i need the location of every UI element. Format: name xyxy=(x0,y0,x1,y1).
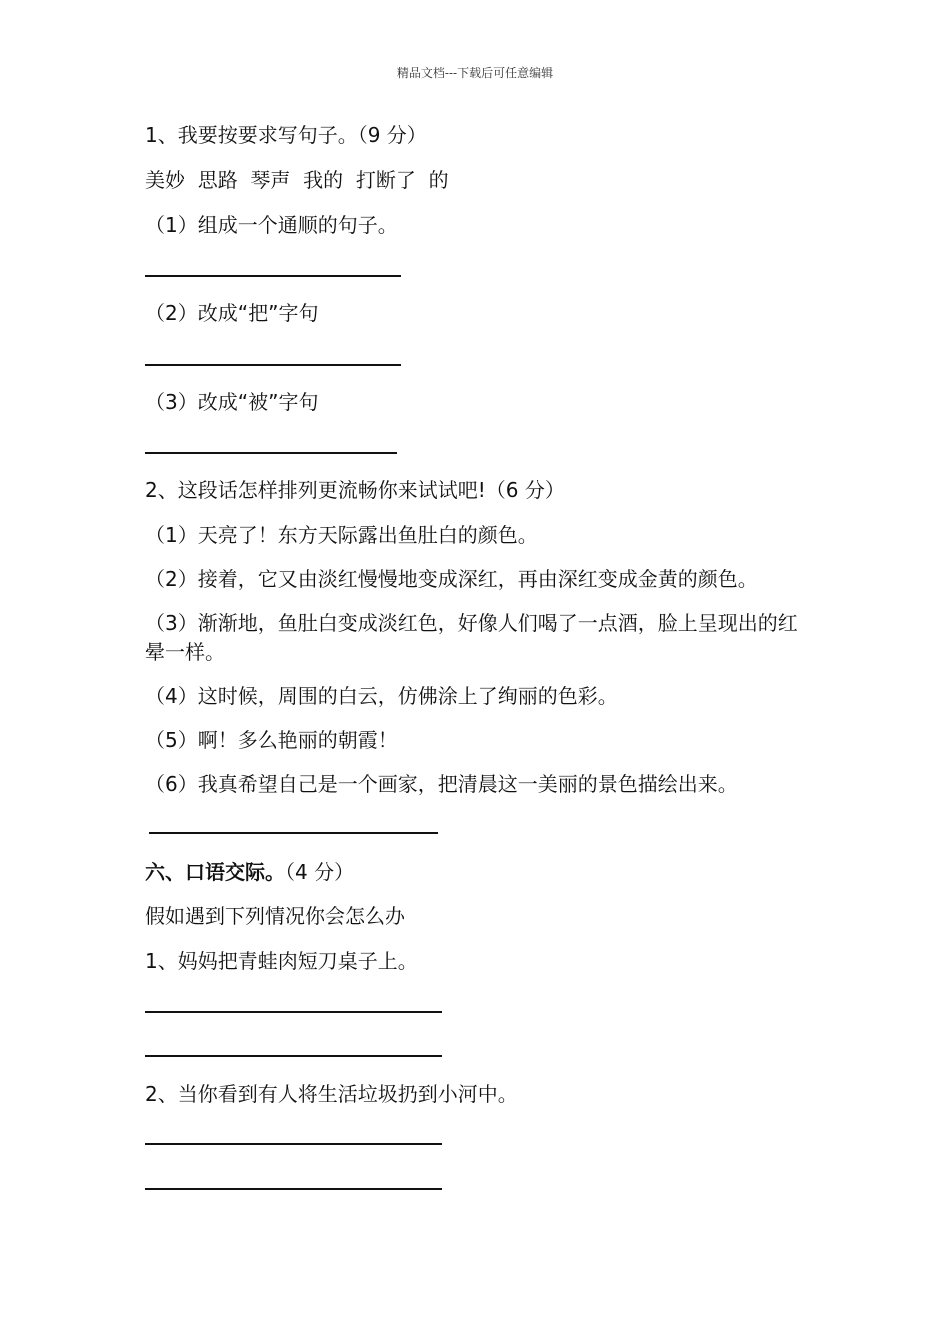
section-6-heading xyxy=(145,858,354,887)
answer-line-2[interactable] xyxy=(145,364,401,366)
sentence-item: （3）渐渐地，鱼肚白变成淡红色，好像人们喝了一点酒，脸上呈现出的红晕一样。 xyxy=(145,611,798,664)
word-list: 美妙 思路 琴声 我的 打断了 的 xyxy=(145,168,449,192)
answer-line-6-2b[interactable] xyxy=(145,1188,442,1190)
question-1-sub-3: （3）改成“被”字句 xyxy=(145,390,319,414)
question-2-title: 2、这段话怎样排列更流畅你来试试吧!（6 分） xyxy=(145,478,565,502)
sentence-item: （4）这时候，周围的白云，仿佛涂上了绚丽的色彩。 xyxy=(145,684,618,708)
question-1-title: 1、我要按要求写句子。（9 分） xyxy=(145,123,427,147)
section-6-question-1: 1、妈妈把青蛙肉短刀桌子上。 xyxy=(145,949,418,973)
section-6-score: （4 分） xyxy=(285,860,355,884)
section-6-intro: 假如遇到下列情况你会怎么办 xyxy=(145,904,405,928)
section-6-title: 六、口语交际。 xyxy=(145,860,285,884)
sentence-item: （1）天亮了！东方天际露出鱼肚白的颜色。 xyxy=(145,523,538,547)
sentence-item: （6）我真希望自己是一个画家，把清晨这一美丽的景色描绘出来。 xyxy=(145,772,738,796)
answer-line-1[interactable] xyxy=(145,275,401,277)
sentence-item: （2）接着，它又由淡红慢慢地变成深红，再由深红变成金黄的颜色。 xyxy=(145,567,758,591)
section-6-question-2: 2、当你看到有人将生活垃圾扔到小河中。 xyxy=(145,1082,518,1106)
page-header: 精品文档---下载后可任意编辑 xyxy=(396,66,554,80)
answer-line-6-2a[interactable] xyxy=(145,1143,442,1145)
question-1-sub-2: （2）改成“把”字句 xyxy=(145,301,319,325)
answer-line-6-1b[interactable] xyxy=(145,1055,442,1057)
sentence-item: （5）啊！多么艳丽的朝霞！ xyxy=(145,728,398,752)
question-1-sub-1: （1）组成一个通顺的句子。 xyxy=(145,213,398,237)
answer-line-order[interactable] xyxy=(149,832,438,834)
answer-line-6-1a[interactable] xyxy=(145,1011,442,1013)
answer-line-3[interactable] xyxy=(145,452,397,454)
